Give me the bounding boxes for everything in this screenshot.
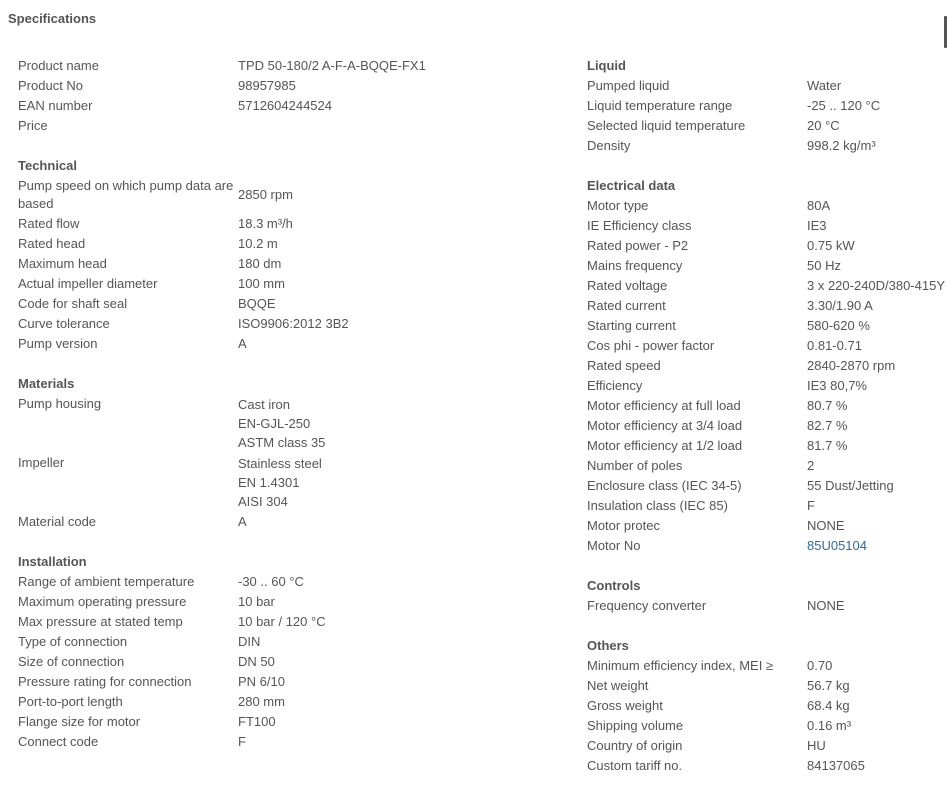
spec-row bbox=[18, 254, 578, 274]
spec-value: 0.16 m³ bbox=[807, 718, 852, 733]
spec-value: NONE bbox=[807, 518, 845, 533]
spec-value: NONE bbox=[807, 598, 845, 613]
section-title: Materials bbox=[18, 376, 75, 391]
spec-row bbox=[587, 316, 947, 336]
spec-label: Pump housing bbox=[18, 396, 102, 411]
spec-row bbox=[18, 592, 578, 612]
spec-section bbox=[18, 56, 578, 136]
spec-section bbox=[587, 56, 947, 156]
spec-label: Motor efficiency at 3/4 load bbox=[587, 418, 743, 433]
spec-value-line: ISO9906:2012 3B2 bbox=[238, 316, 349, 331]
spec-row bbox=[18, 672, 578, 692]
spec-label: Pump speed on which pump data are based bbox=[18, 178, 234, 211]
spec-value bbox=[238, 652, 275, 672]
spec-label: Type of connection bbox=[18, 634, 128, 649]
spec-value bbox=[238, 592, 275, 612]
spec-label: Flange size for motor bbox=[18, 714, 141, 729]
spec-row bbox=[18, 453, 578, 512]
spec-value: 82.7 % bbox=[807, 418, 848, 433]
spec-label: Pumped liquid bbox=[587, 78, 670, 93]
spec-label: Liquid temperature range bbox=[587, 98, 733, 113]
spec-row bbox=[587, 656, 947, 676]
spec-row bbox=[587, 416, 947, 436]
spec-value-line: 2850 rpm bbox=[238, 187, 293, 202]
spec-value: IE3 bbox=[807, 218, 827, 233]
spec-value bbox=[238, 96, 332, 116]
spec-section bbox=[18, 156, 578, 354]
spec-label: Motor efficiency at 1/2 load bbox=[587, 438, 743, 453]
spec-row bbox=[18, 76, 578, 96]
spec-value-line: 10 bar bbox=[238, 594, 275, 609]
spec-label: Cos phi - power factor bbox=[587, 338, 715, 353]
spec-value bbox=[238, 274, 285, 294]
spec-label: Rated head bbox=[18, 236, 86, 251]
spec-value bbox=[238, 254, 281, 274]
section-title: Electrical data bbox=[587, 178, 676, 193]
page-title: Specifications bbox=[8, 11, 97, 26]
spec-row bbox=[587, 756, 947, 776]
spec-value-line: A bbox=[238, 336, 247, 351]
spec-row bbox=[18, 512, 578, 532]
spec-value bbox=[238, 394, 325, 453]
spec-value-line: TPD 50-180/2 A-F-A-BQQE-FX1 bbox=[238, 58, 426, 73]
spec-label: Product No bbox=[18, 78, 84, 93]
spec-value bbox=[238, 692, 285, 712]
spec-value: 56.7 kg bbox=[807, 678, 850, 693]
spec-row bbox=[587, 136, 947, 156]
spec-value: 3 x 220-240D/380-415Y bbox=[807, 278, 946, 293]
section-title: Others bbox=[587, 638, 629, 653]
spec-value bbox=[238, 234, 278, 254]
spec-label: Efficiency bbox=[587, 378, 643, 393]
spec-section bbox=[587, 176, 947, 556]
spec-row bbox=[18, 274, 578, 294]
spec-value-line: -30 .. 60 °C bbox=[238, 574, 304, 589]
spec-row bbox=[587, 296, 947, 316]
spec-value-line: EN-GJL-250 bbox=[238, 416, 311, 431]
spec-row bbox=[587, 376, 947, 396]
spec-value-line: 280 mm bbox=[238, 694, 285, 709]
spec-value: 998.2 kg/m³ bbox=[807, 138, 876, 153]
spec-value: 3.30/1.90 A bbox=[807, 298, 873, 313]
spec-label: Selected liquid temperature bbox=[587, 118, 746, 133]
spec-row bbox=[18, 572, 578, 592]
spec-value: HU bbox=[807, 738, 826, 753]
spec-row bbox=[18, 692, 578, 712]
spec-row bbox=[18, 176, 578, 214]
spec-section bbox=[18, 374, 578, 532]
spec-value-line: A bbox=[238, 514, 247, 529]
spec-value: 55 Dust/Jetting bbox=[807, 478, 894, 493]
spec-label: Motor protec bbox=[587, 518, 660, 533]
spec-value bbox=[238, 56, 426, 76]
spec-value: 80.7 % bbox=[807, 398, 848, 413]
section-title: Technical bbox=[18, 158, 78, 173]
spec-row bbox=[18, 56, 578, 76]
spec-row bbox=[18, 334, 578, 354]
spec-row bbox=[18, 712, 578, 732]
spec-value bbox=[238, 314, 349, 334]
spec-value-line: 10 bar / 120 °C bbox=[238, 614, 326, 629]
left-spec-column bbox=[18, 56, 578, 772]
spec-value bbox=[238, 294, 276, 314]
spec-value-line: DIN bbox=[238, 634, 261, 649]
spec-row bbox=[587, 456, 947, 476]
spec-label: Product name bbox=[18, 58, 99, 73]
spec-row bbox=[587, 696, 947, 716]
spec-value bbox=[238, 334, 247, 354]
spec-row bbox=[587, 236, 947, 256]
spec-label: IE Efficiency class bbox=[587, 218, 692, 233]
spec-value: 80A bbox=[807, 198, 831, 213]
spec-label: Mains frequency bbox=[587, 258, 683, 273]
spec-value: 84137065 bbox=[807, 758, 865, 773]
spec-row bbox=[587, 676, 947, 696]
spec-row bbox=[18, 732, 578, 752]
spec-value: 20 °C bbox=[807, 118, 840, 133]
spec-row bbox=[18, 96, 578, 116]
spec-row bbox=[587, 336, 947, 356]
spec-label: EAN number bbox=[18, 98, 93, 113]
spec-value-line: EN 1.4301 bbox=[238, 475, 300, 490]
spec-label: Frequency converter bbox=[587, 598, 707, 613]
spec-value bbox=[238, 76, 296, 96]
spec-value bbox=[238, 453, 322, 512]
spec-value: Water bbox=[807, 78, 842, 93]
spec-value-line: 100 mm bbox=[238, 276, 285, 291]
spec-row bbox=[18, 612, 578, 632]
spec-row bbox=[18, 116, 578, 136]
spec-label: Pressure rating for connection bbox=[18, 674, 192, 689]
spec-value bbox=[238, 712, 276, 732]
spec-value: 50 Hz bbox=[807, 258, 841, 273]
spec-label: Size of connection bbox=[18, 654, 125, 669]
spec-label: Port-to-port length bbox=[18, 694, 123, 709]
spec-label: Range of ambient temperature bbox=[18, 574, 195, 589]
spec-label: Enclosure class (IEC 34-5) bbox=[587, 478, 742, 493]
spec-row bbox=[587, 596, 947, 616]
spec-value: 0.70 bbox=[807, 658, 833, 673]
motor-no-link[interactable]: 85U05104 bbox=[807, 538, 867, 553]
section-title: Liquid bbox=[587, 58, 626, 73]
spec-row bbox=[587, 196, 947, 216]
spec-label: Shipping volume bbox=[587, 718, 684, 733]
spec-value-line: F bbox=[238, 734, 246, 749]
spec-row bbox=[587, 276, 947, 296]
spec-label: Rated speed bbox=[587, 358, 661, 373]
spec-value-line: ASTM class 35 bbox=[238, 435, 326, 450]
spec-label: Material code bbox=[18, 514, 97, 529]
spec-value: 68.4 kg bbox=[807, 698, 850, 713]
spec-value bbox=[238, 572, 304, 592]
spec-value bbox=[238, 632, 260, 652]
spec-label: Rated current bbox=[587, 298, 666, 313]
spec-label: Number of poles bbox=[587, 458, 683, 473]
spec-value: -25 .. 120 °C bbox=[807, 98, 881, 113]
spec-row bbox=[587, 716, 947, 736]
spec-value-line: AISI 304 bbox=[238, 494, 288, 509]
spec-label: Net weight bbox=[587, 678, 649, 693]
section-title: Installation bbox=[18, 554, 87, 569]
spec-value-line: FT100 bbox=[238, 714, 276, 729]
spec-label: Custom tariff no. bbox=[587, 758, 683, 773]
spec-row bbox=[587, 516, 947, 536]
spec-value-line: BQQE bbox=[238, 296, 276, 311]
spec-row bbox=[587, 216, 947, 236]
spec-value-line: Cast iron bbox=[238, 397, 291, 412]
section-title: Controls bbox=[587, 578, 641, 593]
spec-row bbox=[587, 256, 947, 276]
spec-label: Motor efficiency at full load bbox=[587, 398, 741, 413]
spec-value bbox=[238, 732, 246, 752]
spec-value: IE3 80,7% bbox=[807, 378, 867, 393]
spec-label: Rated power - P2 bbox=[587, 238, 689, 253]
spec-row bbox=[18, 294, 578, 314]
spec-label: Rated voltage bbox=[587, 278, 668, 293]
spec-value-line: Stainless steel bbox=[238, 456, 322, 471]
spec-row bbox=[18, 394, 578, 453]
spec-label: Insulation class (IEC 85) bbox=[587, 498, 728, 513]
spec-row bbox=[18, 314, 578, 334]
spec-row bbox=[587, 76, 947, 96]
spec-label: Maximum operating pressure bbox=[18, 594, 187, 609]
spec-label: Code for shaft seal bbox=[18, 296, 128, 311]
spec-value-line: PN 6/10 bbox=[238, 674, 285, 689]
spec-value: 2840-2870 rpm bbox=[807, 358, 896, 373]
spec-value bbox=[238, 672, 285, 692]
spec-value-line: 5712604244524 bbox=[238, 98, 332, 113]
spec-label: Minimum efficiency index, MEI ≥ bbox=[587, 658, 774, 673]
spec-value-line: 18.3 m³/h bbox=[238, 216, 293, 231]
spec-label: Price bbox=[18, 118, 48, 133]
spec-value bbox=[238, 214, 293, 234]
spec-value: 81.7 % bbox=[807, 438, 848, 453]
spec-value bbox=[238, 176, 293, 214]
spec-row bbox=[18, 214, 578, 234]
spec-label: Maximum head bbox=[18, 256, 107, 271]
spec-row bbox=[587, 396, 947, 416]
spec-row bbox=[587, 736, 947, 756]
spec-value bbox=[238, 612, 326, 632]
spec-row bbox=[18, 632, 578, 652]
spec-row bbox=[587, 96, 947, 116]
spec-value-line: 98957985 bbox=[238, 78, 296, 93]
spec-label: Pump version bbox=[18, 336, 98, 351]
spec-row bbox=[587, 436, 947, 456]
spec-value: F bbox=[807, 498, 815, 513]
spec-label: Density bbox=[587, 138, 631, 153]
spec-section bbox=[587, 576, 947, 616]
spec-row bbox=[18, 652, 578, 672]
spec-section bbox=[587, 636, 947, 776]
spec-row bbox=[587, 476, 947, 496]
spec-value-line: DN 50 bbox=[238, 654, 275, 669]
spec-label: Max pressure at stated temp bbox=[18, 614, 183, 629]
spec-label: Starting current bbox=[587, 318, 676, 333]
spec-label: Country of origin bbox=[587, 738, 683, 753]
spec-row bbox=[587, 496, 947, 516]
spec-label: Rated flow bbox=[18, 216, 80, 231]
spec-label: Gross weight bbox=[587, 698, 663, 713]
spec-row bbox=[587, 116, 947, 136]
spec-label: Impeller bbox=[18, 455, 65, 470]
spec-value bbox=[238, 512, 247, 532]
spec-value-line: 10.2 m bbox=[238, 236, 278, 251]
spec-section bbox=[18, 552, 578, 752]
spec-label: Connect code bbox=[18, 734, 99, 749]
spec-row bbox=[587, 356, 947, 376]
spec-value: 580-620 % bbox=[807, 318, 870, 333]
spec-label: Motor No bbox=[587, 538, 641, 553]
spec-value: 0.81-0.71 bbox=[807, 338, 862, 353]
spec-row bbox=[587, 536, 947, 556]
spec-label: Motor type bbox=[587, 198, 649, 213]
spec-value-line: 180 dm bbox=[238, 256, 282, 271]
right-spec-column bbox=[587, 56, 947, 796]
spec-label: Curve tolerance bbox=[18, 316, 110, 331]
spec-label: Actual impeller diameter bbox=[18, 276, 158, 291]
spec-value: 2 bbox=[807, 458, 815, 473]
spec-value: 0.75 kW bbox=[807, 238, 855, 253]
spec-row bbox=[18, 234, 578, 254]
